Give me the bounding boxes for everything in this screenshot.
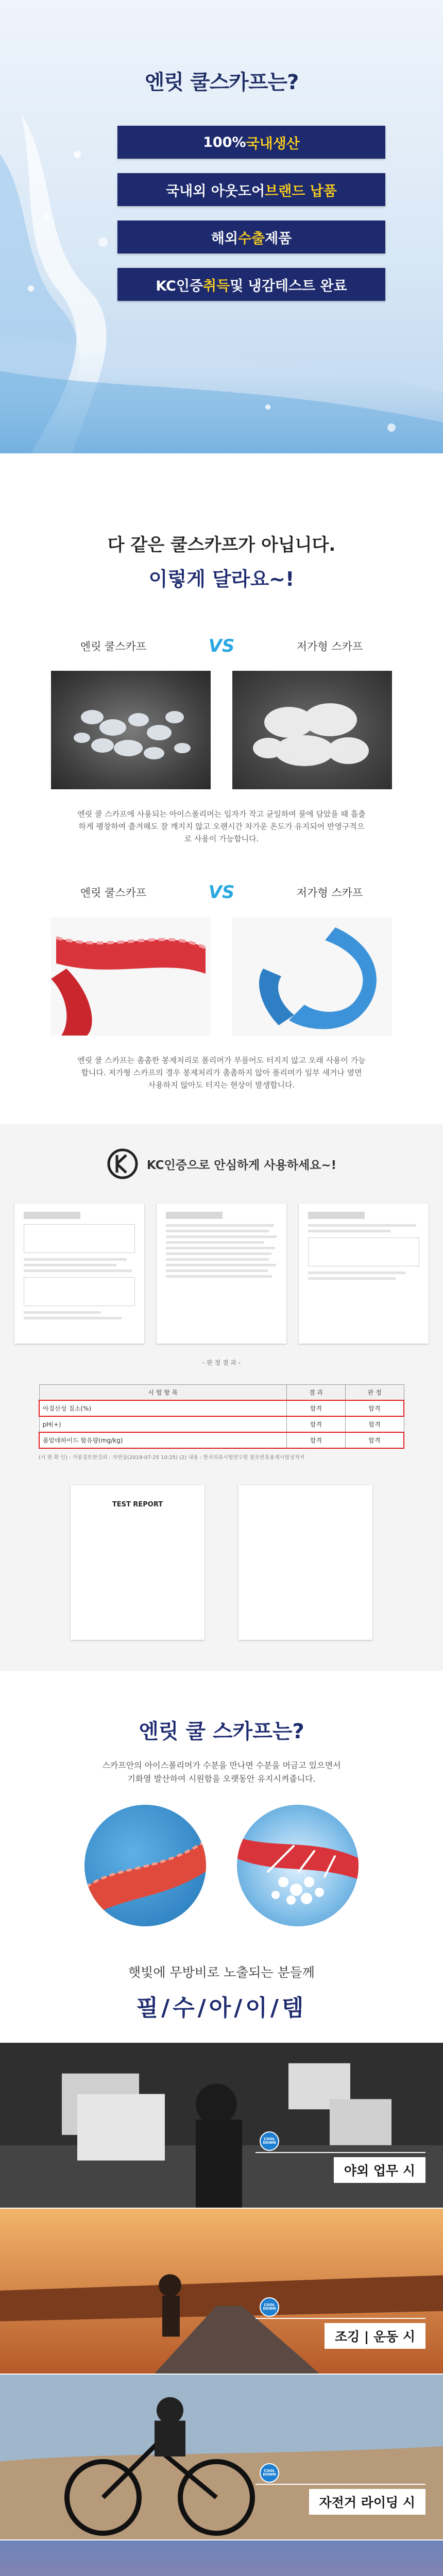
certificate-document bbox=[14, 1204, 144, 1344]
vs-label: VS bbox=[208, 636, 235, 656]
certificate-docs-row bbox=[0, 1204, 443, 1344]
right-product-label: 저가형 스카프 bbox=[296, 640, 363, 653]
table-header: 시 험 항 목 bbox=[39, 1385, 286, 1401]
feature-description bbox=[0, 1759, 443, 1785]
polymer-description: 엔릿 쿨 스카프에 사용되는 아이스폴리머는 입자가 작고 균일하여 물에 담았을 때 흡출하게 팽창하여 출겨해도 잘 깨지지 않고 오랜시간 차가운 온도가 유지되어 반영구적으로 사용이 가능합니다. bbox=[77, 809, 366, 843]
activity-banner-cycling bbox=[0, 2374, 443, 2539]
activity-label: 야외 업무 시 bbox=[334, 2157, 425, 2183]
feature-highlight: 브랜드 납품 bbox=[265, 183, 337, 199]
label-underline bbox=[255, 2152, 425, 2153]
polymer-photo-cheap bbox=[232, 671, 392, 789]
kc-certification-section bbox=[0, 1124, 443, 1671]
result-table-caption: - 판 정 결 과 - bbox=[202, 1359, 241, 1366]
result-note: (시 편 확 인) : 가봉검토한것외 : 자연상(2019-07-25 10:25) (2) 내용 : 한국의류시험연구원 참조번호용제시험성적서 bbox=[39, 1455, 304, 1461]
activity-banner-jogging bbox=[0, 2208, 443, 2374]
feature-circles-row bbox=[0, 1805, 443, 1926]
polymer-closeup-image bbox=[237, 1805, 359, 1926]
must-item-section bbox=[0, 1926, 443, 2022]
feature-text: KC인증 bbox=[156, 278, 203, 294]
activity-banner-hiking bbox=[0, 2539, 443, 2576]
table-row bbox=[39, 1432, 404, 1448]
table-cell: 합격 bbox=[286, 1400, 345, 1416]
stitch-photo-row bbox=[0, 917, 443, 1036]
table-cell: pH(+) bbox=[39, 1416, 286, 1432]
hero-section bbox=[0, 0, 443, 453]
report-title: TEST REPORT bbox=[112, 1501, 163, 1509]
feature-description-line: 스카프안의 아이스폴리머가 수분을 만나면 수분을 머금고 있으면서 bbox=[102, 1760, 341, 1770]
polymer-photo-row bbox=[0, 671, 443, 789]
hero-feature-item bbox=[117, 268, 385, 301]
feature-text: 국내외 아웃도어 bbox=[166, 183, 265, 199]
certificate-document bbox=[299, 1204, 429, 1344]
kc-header-text: KC인증으로 안심하게 사용하세요~! bbox=[146, 1158, 337, 1172]
vs-row-stitch bbox=[0, 882, 443, 903]
hero-feature-list bbox=[117, 126, 385, 315]
must-item-title: 필/수/아/이/템 bbox=[136, 1995, 307, 2022]
feature-text: 제품 bbox=[265, 230, 292, 247]
feature-highlight: 수출 bbox=[237, 230, 265, 247]
right-product-label: 저가형 스카프 bbox=[296, 887, 363, 899]
table-cell: 합격 bbox=[345, 1416, 404, 1432]
left-product-label: 엔릿 쿨스카프 bbox=[80, 640, 147, 653]
table-row bbox=[39, 1416, 404, 1432]
comparison-section bbox=[0, 453, 443, 1091]
scarf-closeup-image bbox=[84, 1805, 206, 1926]
hero-feature-item bbox=[117, 126, 385, 159]
scarf-photo-enlit bbox=[51, 917, 211, 1036]
must-item-subtitle: 햇빛에 무방비로 노출되는 분들께 bbox=[128, 1965, 315, 1980]
table-cell: 합격 bbox=[286, 1416, 345, 1432]
comparison-subtitle: 이렇게 달라요~! bbox=[148, 568, 295, 590]
kc-mark-icon bbox=[107, 1148, 139, 1180]
activity-label: 자전거 라이딩 시 bbox=[309, 2489, 425, 2515]
feature-title: 엔릿 쿨 스카프는? bbox=[139, 1720, 304, 1743]
table-row bbox=[39, 1400, 404, 1416]
stitch-description: 엔릿 쿨 스카프는 촘촘한 봉제처리로 폴리머가 부풀어도 터지지 않고 오래 사용이 가능합니다. 저가형 스카프의 경우 봉제처리가 촘촘하지 않아 폴리머가 일부 새거나 옆면 사용하지 않아도 터지는 현상이 발생합니다. bbox=[77, 1056, 366, 1090]
label-underline bbox=[255, 2484, 425, 2485]
table-header: 판 정 bbox=[345, 1385, 404, 1401]
feature-text: 해외 bbox=[211, 230, 238, 247]
test-report-document bbox=[71, 1485, 205, 1640]
certificate-document bbox=[157, 1204, 286, 1344]
feature-highlight: 국내생산 bbox=[246, 135, 300, 152]
feature-text: 100% bbox=[203, 134, 246, 150]
table-cell: 합격 bbox=[345, 1400, 404, 1416]
table-header: 결 과 bbox=[286, 1385, 345, 1401]
test-result-table bbox=[39, 1384, 404, 1449]
vs-row-polymer bbox=[0, 636, 443, 656]
hero-feature-item bbox=[117, 173, 385, 206]
kc-header bbox=[0, 1146, 443, 1182]
table-cell: 아질산성 질소(%) bbox=[39, 1400, 286, 1416]
activity-banner-outdoor-work bbox=[0, 2042, 443, 2208]
cool-down-badge-icon: COOL DOWN bbox=[260, 2131, 279, 2151]
table-cell: 폼알데하이드 함유량(mg/kg) bbox=[39, 1432, 286, 1448]
test-reports-row bbox=[0, 1485, 443, 1640]
test-report-document bbox=[238, 1485, 372, 1640]
vs-label: VS bbox=[208, 882, 235, 903]
cool-down-badge-icon: COOL DOWN bbox=[260, 2297, 279, 2317]
activities-section bbox=[0, 2042, 443, 2576]
hero-feature-item bbox=[117, 221, 385, 253]
comparison-title: 다 같은 쿨스카프가 아닙니다. bbox=[107, 535, 336, 555]
polymer-photo-enlit bbox=[51, 671, 211, 789]
feature-text: 및 냉감테스트 완료 bbox=[230, 278, 347, 294]
hero-title: 엔릿 쿨스카프는? bbox=[144, 71, 299, 94]
feature-description-line: 기화열 발산하여 시원함을 오랫동안 유지시켜줍니다. bbox=[127, 1773, 316, 1784]
feature-highlight: 취득 bbox=[203, 278, 230, 294]
left-product-label: 엔릿 쿨스카프 bbox=[80, 887, 147, 899]
label-underline bbox=[255, 2318, 425, 2319]
activity-label: 조깅 | 운동 시 bbox=[325, 2323, 425, 2349]
scarf-photo-cheap bbox=[232, 917, 392, 1036]
table-cell: 합격 bbox=[286, 1432, 345, 1448]
table-cell: 합격 bbox=[345, 1432, 404, 1448]
feature-section bbox=[0, 1671, 443, 1926]
cool-down-badge-icon: COOL DOWN bbox=[260, 2463, 279, 2483]
